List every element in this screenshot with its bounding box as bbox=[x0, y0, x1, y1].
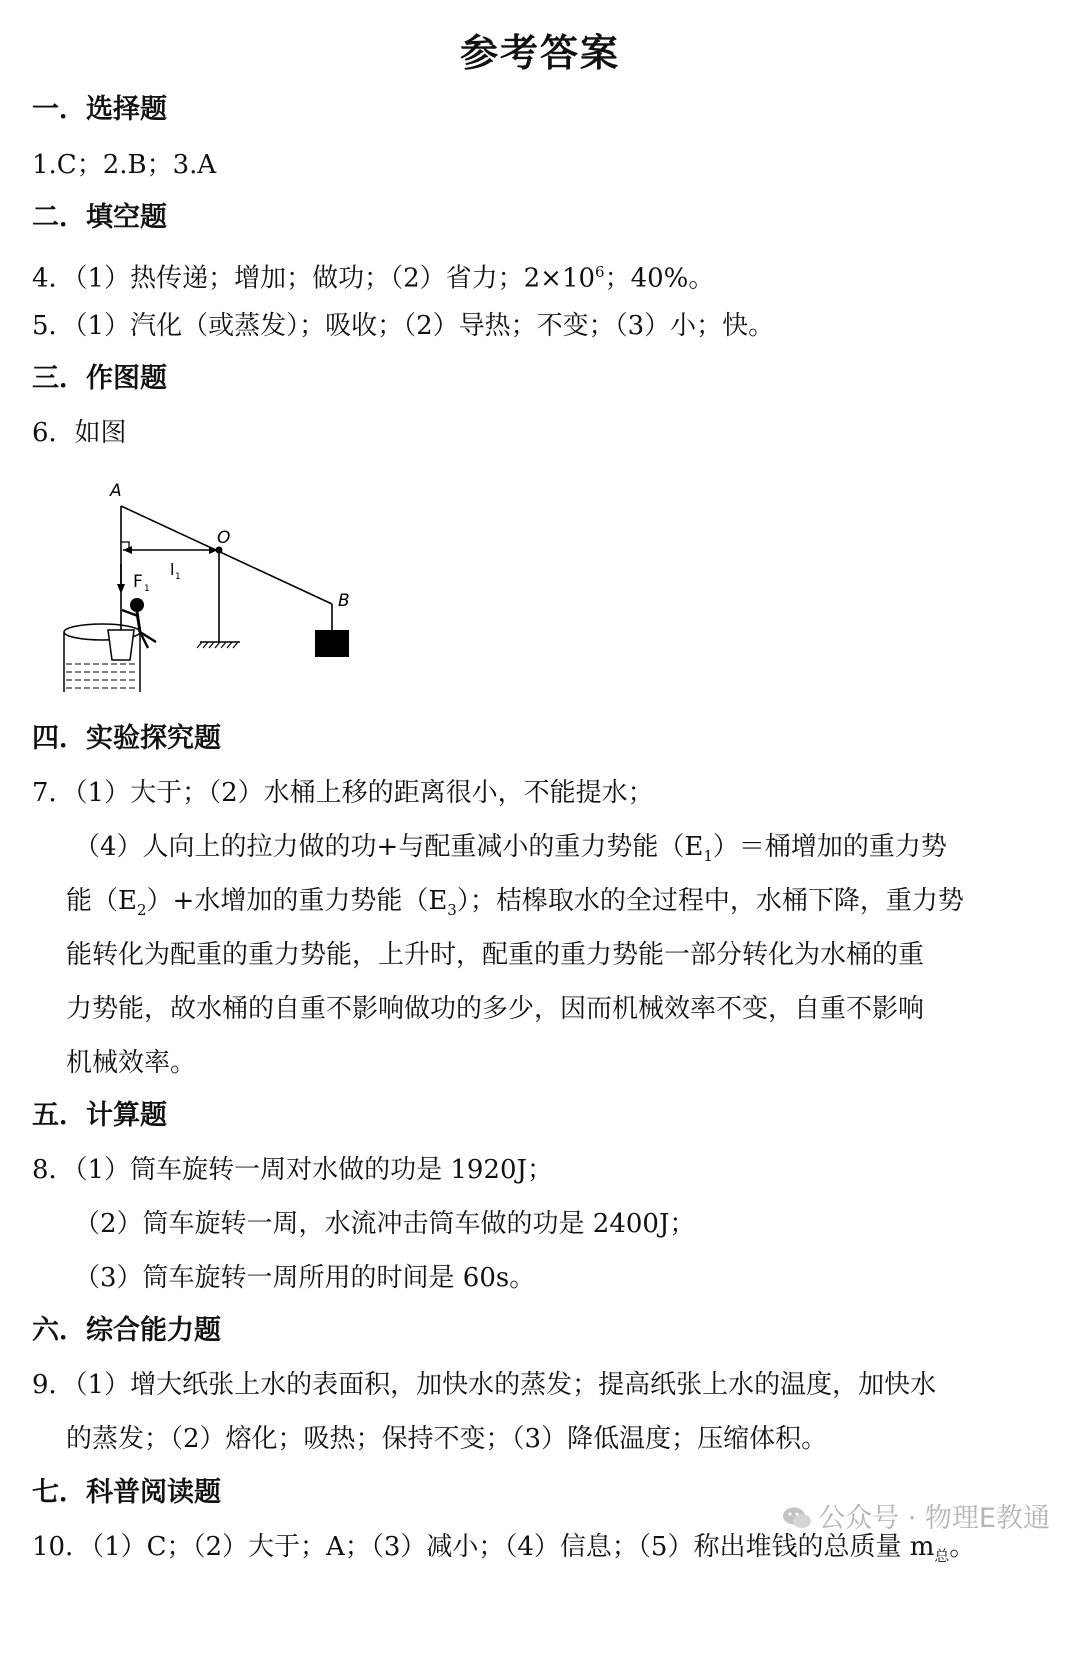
section-heading-comprehensive: 六．综合能力题 bbox=[32, 1315, 221, 1346]
wechat-icon bbox=[782, 1506, 812, 1530]
q4-text-b: ；40%。 bbox=[604, 263, 715, 294]
label-l: l bbox=[170, 560, 175, 579]
q7-3-text-a: 能（E bbox=[66, 886, 137, 916]
answer-line-q8-1: 8．（1）筒车旋转一周对水做的功是 1920J； bbox=[32, 1155, 553, 1185]
q7-2-sub: 1 bbox=[703, 847, 713, 866]
answer-line-q8-2: （2）筒车旋转一周，水流冲击筒车做的功是 2400J； bbox=[74, 1209, 696, 1239]
section-heading-fill: 二．填空题 bbox=[32, 202, 167, 233]
answer-line-q7-4: 能转化为配重的重力势能，上升时，配重的重力势能一部分转化为水桶的重 bbox=[66, 940, 925, 970]
person-head bbox=[130, 598, 144, 612]
q7-3-text-b: ）+水增加的重力势能（E bbox=[146, 886, 448, 916]
answer-line-q7-2 bbox=[74, 830, 947, 873]
water-lines bbox=[66, 664, 138, 688]
q10-sub: 总 bbox=[934, 1547, 950, 1566]
q10-text-a: 10．（1）C；（2）大于；A；（3）减小；（4）信息；（5）称出堆钱的总质量 m bbox=[32, 1532, 935, 1562]
label-a: A bbox=[110, 481, 122, 501]
answer-line-q6: 6．如图 bbox=[32, 418, 127, 448]
bucket bbox=[108, 630, 134, 660]
arm-arrow-left bbox=[123, 546, 132, 554]
section-heading-choice: 一．选择题 bbox=[32, 94, 167, 125]
label-o: O bbox=[217, 528, 231, 548]
lever-diagram bbox=[60, 480, 380, 720]
label-f-sub: 1 bbox=[144, 584, 150, 594]
watermark-text: 公众号 · 物理E教通 bbox=[818, 1503, 1050, 1534]
q7-2-text-b: ）＝桶增加的重力势 bbox=[712, 832, 947, 862]
counterweight bbox=[315, 630, 349, 657]
section-heading-experiment: 四．实验探究题 bbox=[32, 723, 221, 754]
answer-line-q1-3: 1.C；2.B；3.A bbox=[32, 150, 217, 180]
force-arrow-head bbox=[117, 584, 125, 594]
answer-line-q4 bbox=[32, 255, 714, 296]
q7-3-text-c: ）；桔槔取水的全过程中，水桶下降，重力势 bbox=[456, 886, 964, 916]
section-heading-calculation: 五．计算题 bbox=[32, 1100, 167, 1131]
page-title: 参考答案 bbox=[459, 31, 620, 75]
answer-line-q7-1: 7．（1）大于；（2）水桶上移的距离很小，不能提水； bbox=[32, 778, 654, 808]
answer-line-q9-1: 9．（1）增大纸张上水的表面积，加快水的蒸发；提高纸张上水的温度，加快水 bbox=[32, 1370, 937, 1400]
lever-beam bbox=[121, 506, 332, 604]
answer-line-q7-3 bbox=[66, 884, 964, 927]
label-f: F bbox=[133, 572, 143, 592]
label-b: B bbox=[338, 591, 350, 611]
section-heading-drawing: 三．作图题 bbox=[32, 363, 167, 394]
q7-3-sub-1: 2 bbox=[136, 901, 147, 920]
q7-2-text-a: （4）人向上的拉力做的功+与配重减小的重力势能（E bbox=[74, 832, 704, 862]
answer-line-q7-6: 机械效率。 bbox=[66, 1048, 197, 1078]
answer-line-q5: 5．（1）汽化（或蒸发）；吸收；（2）导热；不变；（3）小；快。 bbox=[32, 311, 775, 341]
answer-line-q8-3: （3）筒车旋转一周所用的时间是 60s。 bbox=[74, 1263, 536, 1293]
q7-3-sub-2: 3 bbox=[447, 901, 457, 920]
answer-line-q9-2: 的蒸发；（2）熔化；吸热；保持不变；（3）降低温度；压缩体积。 bbox=[66, 1424, 828, 1454]
q10-text-b: 。 bbox=[949, 1532, 976, 1562]
answer-line-q7-5: 力势能，故水桶的自重不影响做功的多少，因而机械效率不变，自重不影响 bbox=[66, 994, 925, 1024]
section-heading-reading: 七．科普阅读题 bbox=[32, 1477, 221, 1508]
answer-line-q10 bbox=[32, 1530, 975, 1573]
label-l-sub: 1 bbox=[175, 572, 181, 582]
q4-exponent: 6 bbox=[595, 263, 605, 281]
ground-hatch bbox=[197, 642, 238, 648]
watermark bbox=[782, 1496, 1050, 1535]
q4-text-a: 4．（1）热传递；增加；做功；（2）省力；2×10 bbox=[32, 263, 596, 294]
